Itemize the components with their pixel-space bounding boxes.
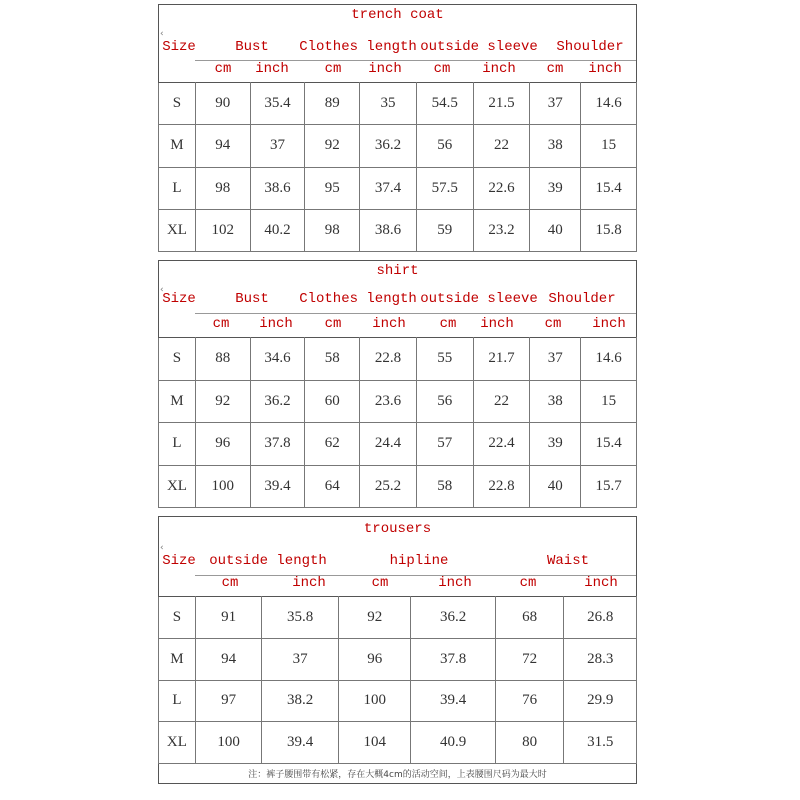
value-cell: 39.4 xyxy=(411,680,495,722)
value-cell: 68 xyxy=(495,597,563,639)
value-cell: 21.5 xyxy=(473,83,530,125)
unit-header: cm xyxy=(324,316,342,332)
value-cell: 25.2 xyxy=(360,465,417,508)
value-cell: 14.6 xyxy=(581,83,637,125)
size-cell: XL xyxy=(159,209,196,251)
size-cell: L xyxy=(159,423,196,466)
unit-header: cm xyxy=(324,61,342,77)
value-cell: 38 xyxy=(530,125,581,167)
value-cell: 56 xyxy=(416,125,473,167)
value-cell: 72 xyxy=(495,638,563,680)
size-cell: L xyxy=(159,167,196,209)
unit-header: cm xyxy=(439,316,457,332)
size-header: Size xyxy=(162,291,196,307)
size-cell: S xyxy=(159,83,196,125)
value-cell: 15.4 xyxy=(581,167,637,209)
value-cell: 96 xyxy=(195,423,250,466)
data-grid xyxy=(158,337,637,508)
unit-header: inch xyxy=(584,575,618,591)
value-cell: 38.6 xyxy=(250,167,305,209)
size-cell: L xyxy=(159,680,196,722)
group-header-outside-length: outside length xyxy=(209,553,327,569)
value-cell: 100 xyxy=(195,722,262,764)
value-cell: 62 xyxy=(305,423,360,466)
table-row xyxy=(159,722,637,764)
size-header: Size xyxy=(162,39,196,55)
table-row xyxy=(159,209,637,251)
value-cell: 57.5 xyxy=(416,167,473,209)
value-cell: 100 xyxy=(338,680,411,722)
unit-header: cm xyxy=(212,316,230,332)
footnote: 注：裤子腰围带有松紧，存在大概4cm的活动空间，上表腰围尺码为最大时 xyxy=(248,770,547,780)
unit-header: cm xyxy=(546,61,564,77)
value-cell: 92 xyxy=(305,125,360,167)
value-cell: 88 xyxy=(195,338,250,381)
group-header-bust: Bust xyxy=(235,291,269,307)
value-cell: 36.2 xyxy=(250,380,305,423)
value-cell: 15 xyxy=(581,380,637,423)
tick-mark: ‹ xyxy=(160,285,164,295)
group-header-hipline: hipline xyxy=(389,553,449,569)
unit-header: inch xyxy=(482,61,516,77)
value-cell: 55 xyxy=(416,338,473,381)
header-group-row xyxy=(159,553,636,573)
value-cell: 21.7 xyxy=(473,338,530,381)
size-cell: M xyxy=(159,380,196,423)
value-cell: 37 xyxy=(262,638,339,680)
table-row xyxy=(159,83,637,125)
unit-header: inch xyxy=(372,316,406,332)
value-cell: 40.9 xyxy=(411,722,495,764)
value-cell: 60 xyxy=(305,380,360,423)
table-row xyxy=(159,167,637,209)
value-cell: 22.8 xyxy=(360,338,417,381)
table-row xyxy=(159,638,637,680)
group-header-clothes-length: Clothes length xyxy=(299,291,417,307)
unit-header: inch xyxy=(255,61,289,77)
size-cell: XL xyxy=(159,722,196,764)
value-cell: 40.2 xyxy=(250,209,305,251)
table-row xyxy=(159,597,637,639)
value-cell: 91 xyxy=(195,597,262,639)
value-cell: 98 xyxy=(305,209,360,251)
table-title: shirt xyxy=(376,263,419,279)
header-group-row xyxy=(159,39,636,59)
value-cell: 36.2 xyxy=(360,125,417,167)
group-header-shoulder: Shoulder xyxy=(548,291,616,307)
unit-header: cm xyxy=(433,61,451,77)
value-cell: 37 xyxy=(250,125,305,167)
unit-header: cm xyxy=(214,61,232,77)
value-cell: 76 xyxy=(495,680,563,722)
header-unit-row xyxy=(159,61,636,79)
value-cell: 40 xyxy=(530,209,581,251)
value-cell: 80 xyxy=(495,722,563,764)
value-cell: 37.4 xyxy=(360,167,417,209)
value-cell: 92 xyxy=(338,597,411,639)
value-cell: 15 xyxy=(581,125,637,167)
unit-header: inch xyxy=(259,316,293,332)
value-cell: 58 xyxy=(416,465,473,508)
value-cell: 37 xyxy=(530,338,581,381)
value-cell: 95 xyxy=(305,167,360,209)
value-cell: 39 xyxy=(530,167,581,209)
value-cell: 15.7 xyxy=(581,465,637,508)
group-header-outside-sleeve: outside sleeve xyxy=(420,291,538,307)
unit-header: inch xyxy=(368,61,402,77)
value-cell: 94 xyxy=(195,125,250,167)
unit-header: inch xyxy=(438,575,472,591)
data-grid xyxy=(158,82,637,252)
group-header-shoulder: Shoulder xyxy=(556,39,624,55)
value-cell: 28.3 xyxy=(564,638,637,680)
size-cell: S xyxy=(159,338,196,381)
value-cell: 36.2 xyxy=(411,597,495,639)
value-cell: 22.8 xyxy=(473,465,530,508)
group-header-waist: Waist xyxy=(546,553,589,569)
value-cell: 38.6 xyxy=(360,209,417,251)
value-cell: 14.6 xyxy=(581,338,637,381)
size-cell: XL xyxy=(159,465,196,508)
table-title: trousers xyxy=(363,521,432,537)
value-cell: 37.8 xyxy=(250,423,305,466)
value-cell: 38 xyxy=(530,380,581,423)
value-cell: 35.8 xyxy=(262,597,339,639)
value-cell: 40 xyxy=(530,465,581,508)
trench-coat-table xyxy=(158,4,637,252)
value-cell: 38.2 xyxy=(262,680,339,722)
value-cell: 39 xyxy=(530,423,581,466)
unit-header: inch xyxy=(480,316,514,332)
value-cell: 37.8 xyxy=(411,638,495,680)
group-header-bust: Bust xyxy=(235,39,269,55)
value-cell: 54.5 xyxy=(416,83,473,125)
unit-header: cm xyxy=(371,575,389,591)
value-cell: 29.9 xyxy=(564,680,637,722)
size-cell: M xyxy=(159,125,196,167)
unit-header: inch xyxy=(592,316,626,332)
value-cell: 92 xyxy=(195,380,250,423)
size-header: Size xyxy=(162,553,196,569)
value-cell: 23.6 xyxy=(360,380,417,423)
header-unit-row xyxy=(159,316,636,334)
trousers-table xyxy=(158,516,637,784)
value-cell: 96 xyxy=(338,638,411,680)
value-cell: 15.8 xyxy=(581,209,637,251)
unit-header: inch xyxy=(292,575,326,591)
table-row xyxy=(159,338,637,381)
size-cell: S xyxy=(159,597,196,639)
value-cell: 23.2 xyxy=(473,209,530,251)
header-group-row xyxy=(159,291,636,311)
value-cell: 22.6 xyxy=(473,167,530,209)
value-cell: 90 xyxy=(195,83,250,125)
value-cell: 104 xyxy=(338,722,411,764)
value-cell: 89 xyxy=(305,83,360,125)
value-cell: 35 xyxy=(360,83,417,125)
value-cell: 15.4 xyxy=(581,423,637,466)
table-title: trench coat xyxy=(351,7,444,23)
header-unit-row xyxy=(159,575,636,593)
value-cell: 39.4 xyxy=(262,722,339,764)
value-cell: 31.5 xyxy=(564,722,637,764)
value-cell: 97 xyxy=(195,680,262,722)
table-row xyxy=(159,380,637,423)
table-row xyxy=(159,423,637,466)
value-cell: 64 xyxy=(305,465,360,508)
shirt-table xyxy=(158,260,637,508)
value-cell: 26.8 xyxy=(564,597,637,639)
value-cell: 57 xyxy=(416,423,473,466)
value-cell: 98 xyxy=(195,167,250,209)
unit-header: cm xyxy=(221,575,239,591)
value-cell: 58 xyxy=(305,338,360,381)
value-cell: 35.4 xyxy=(250,83,305,125)
group-header-outside-sleeve: outside sleeve xyxy=(420,39,538,55)
table-row xyxy=(159,125,637,167)
value-cell: 102 xyxy=(195,209,250,251)
value-cell: 100 xyxy=(195,465,250,508)
tick-mark: ‹ xyxy=(160,29,164,39)
value-cell: 22.4 xyxy=(473,423,530,466)
unit-header: cm xyxy=(519,575,537,591)
group-header-clothes-length: Clothes length xyxy=(299,39,417,55)
header-divider xyxy=(195,313,636,314)
value-cell: 22 xyxy=(473,380,530,423)
value-cell: 37 xyxy=(530,83,581,125)
table-row xyxy=(159,680,637,722)
data-grid xyxy=(158,596,637,764)
value-cell: 59 xyxy=(416,209,473,251)
value-cell: 22 xyxy=(473,125,530,167)
value-cell: 94 xyxy=(195,638,262,680)
unit-header: inch xyxy=(588,61,622,77)
value-cell: 56 xyxy=(416,380,473,423)
value-cell: 39.4 xyxy=(250,465,305,508)
value-cell: 24.4 xyxy=(360,423,417,466)
size-cell: M xyxy=(159,638,196,680)
value-cell: 34.6 xyxy=(250,338,305,381)
tick-mark: ‹ xyxy=(160,543,164,553)
table-row xyxy=(159,465,637,508)
unit-header: cm xyxy=(544,316,562,332)
